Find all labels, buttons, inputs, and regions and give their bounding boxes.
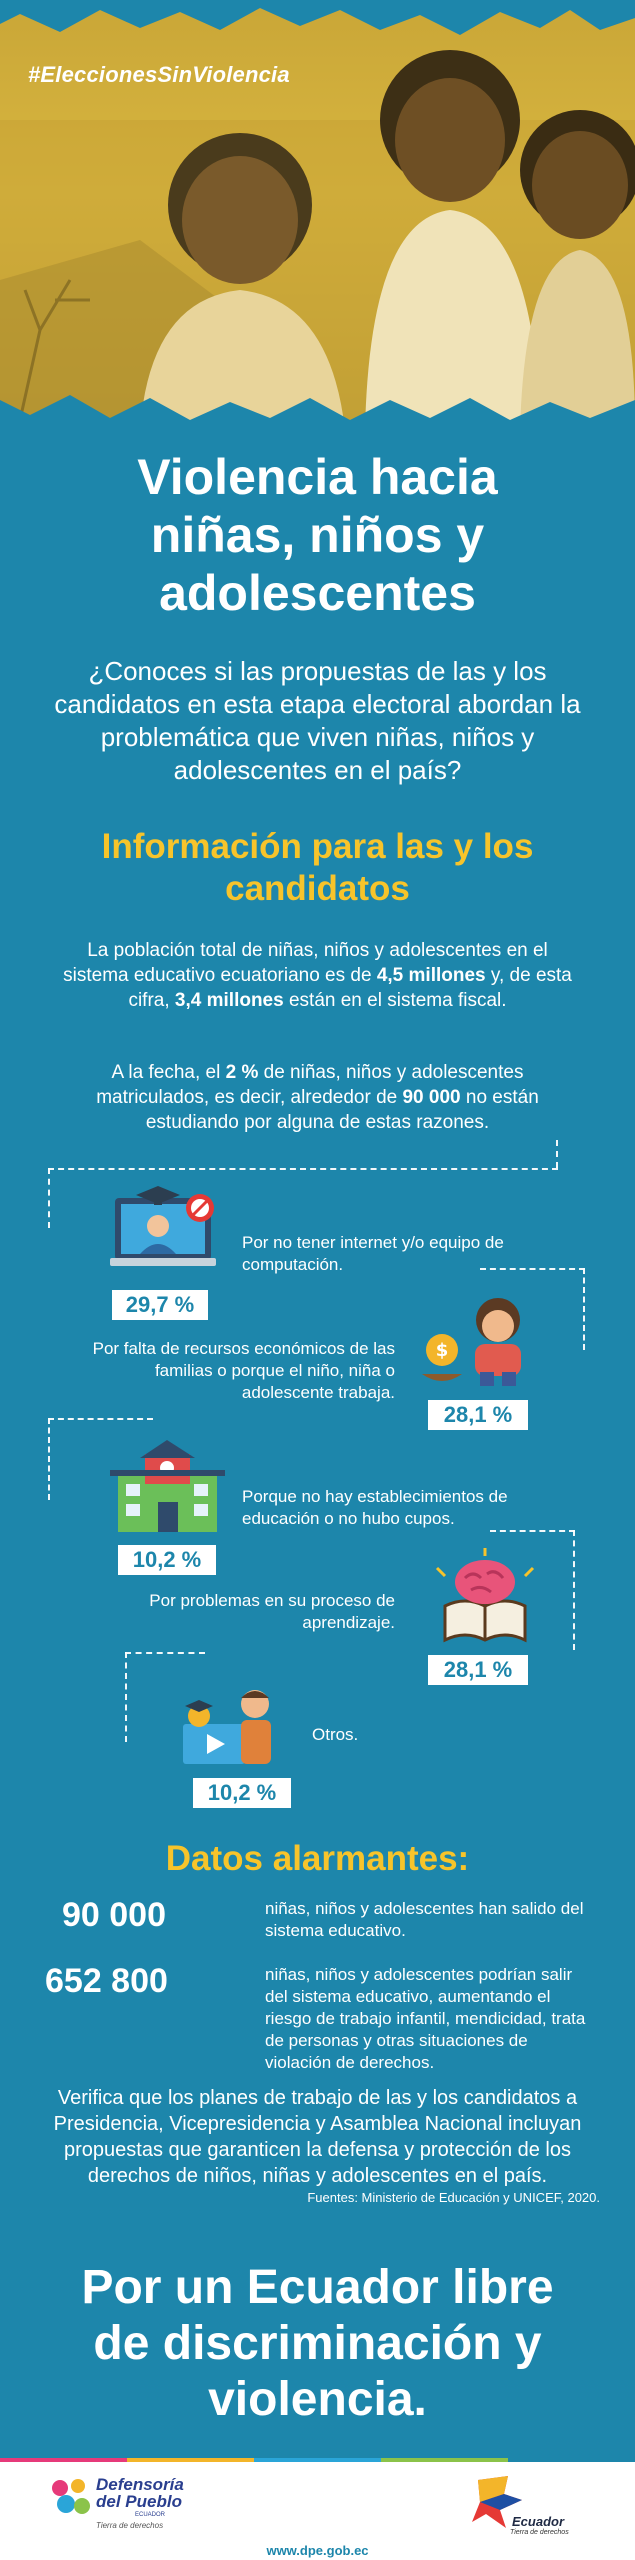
org-logo-name xyxy=(96,2476,184,2510)
website-url[interactable]: www.dpe.gob.ec xyxy=(266,2543,369,2558)
flow-connector xyxy=(125,1652,127,1742)
slogan xyxy=(10,2260,625,2428)
percent-badge: 10,2 % xyxy=(193,1778,291,1808)
brain-book-icon xyxy=(425,1548,545,1648)
percent-badge: 29,7 % xyxy=(112,1290,208,1320)
org-logo-sub: ECUADOR xyxy=(135,2512,166,2518)
stat-description: niñas, niños y adolescentes han salido del sistema educativo. xyxy=(265,1899,584,1940)
dropout-paragraph xyxy=(60,1060,575,1135)
para1-text-c: y, de esta cifra, xyxy=(128,965,572,1011)
para2-text-c: de niñas, niños y adolescentes matriculados, es decir, alrededor de xyxy=(96,1062,524,1108)
percent-badge: 28,1 % xyxy=(428,1400,528,1430)
alarm-section-title: Datos alarmantes: xyxy=(165,1839,470,1878)
title-line-1: Violencia hacia xyxy=(137,449,498,505)
flow-connector xyxy=(583,1268,585,1350)
info-section-title xyxy=(20,826,615,910)
defensoria-logo-mark xyxy=(48,2476,94,2522)
slogan-line-2: de discriminación y xyxy=(93,2317,542,2370)
org-logo-line-1: Defensoría xyxy=(96,2475,184,2494)
flow-connector xyxy=(48,1418,153,1420)
flow-connector xyxy=(490,1530,575,1532)
flow-connector xyxy=(48,1168,50,1228)
sources-note: Fuentes: Ministerio de Educación y UNICEF, 2020. xyxy=(307,2190,600,2205)
title-line-3: adolescentes xyxy=(159,565,476,621)
para2-text-e: no están estudiando por alguna de estas razones. xyxy=(145,1087,539,1133)
percent-badge: 28,1 % xyxy=(428,1655,528,1685)
para1-text-a: La población total de niñas, niños y adolescentes en el sistema educativo ecuatoriano es de xyxy=(63,940,548,986)
country-logo-tagline: Tierra de derechos xyxy=(510,2529,569,2536)
country-logo-name: Ecuador xyxy=(512,2514,565,2529)
org-logo-tagline: Tierra de derechos xyxy=(96,2521,164,2530)
hashtag: #EleccionesSinViolencia xyxy=(28,62,290,87)
hero-photo xyxy=(0,0,635,430)
reason-text: Por falta de recursos económicos de las familias o porque el niño, niña o adolescente trabaja. xyxy=(92,1339,395,1402)
para1-text-e: están en el sistema fiscal. xyxy=(288,990,507,1011)
school-building-icon xyxy=(110,1440,225,1536)
reason-text: Porque no hay establecimientos de educación o no hubo cupos. xyxy=(242,1487,508,1528)
para1-highlight-fiscal: 3,4 millones xyxy=(174,990,284,1011)
reason-text: Otros. xyxy=(312,1725,359,1744)
svg-text:$: $ xyxy=(435,1340,449,1361)
para2-text-a: A la fecha, el xyxy=(111,1062,221,1083)
stat-description: niñas, niños y adolescentes podrían salir del sistema educativo, aumentando el riesgo de trabajo infantil, mendicidad, trata de personas y otras situaciones de violación de derechos. xyxy=(265,1965,586,2072)
info-title-line-2: candidatos xyxy=(225,869,410,908)
slogan-line-1: Por un Ecuador libre xyxy=(81,2261,554,2314)
para1-highlight-total: 4,5 millones xyxy=(376,965,486,986)
population-paragraph xyxy=(55,938,580,1013)
child-labor-icon xyxy=(420,1290,540,1390)
reason-text: Por problemas en su proceso de aprendizaje. xyxy=(149,1591,395,1632)
flow-connector xyxy=(48,1418,50,1500)
teacher-video-icon xyxy=(175,1682,285,1774)
para2-highlight-percent: 2 % xyxy=(225,1062,259,1083)
intro-question: ¿Conoces si las propuestas de las y los candidatos en esta etapa electoral abordan la problemática que viven niñas, niños y adolescentes en el país? xyxy=(54,656,581,785)
flow-connector xyxy=(48,1168,558,1170)
info-title-line-1: Información para las y los xyxy=(101,827,534,866)
online-class-icon xyxy=(110,1180,220,1272)
page-title xyxy=(0,448,635,622)
percent-badge: 10,2 % xyxy=(118,1545,216,1575)
stat-number: 652 800 xyxy=(45,1962,168,2000)
flow-connector xyxy=(125,1652,205,1654)
slogan-line-3: violencia. xyxy=(208,2373,427,2426)
flow-connector xyxy=(573,1530,575,1650)
org-logo-line-2: del Pueblo xyxy=(96,2492,182,2511)
para2-highlight-count: 90 000 xyxy=(402,1087,461,1108)
title-line-2: niñas, niños y xyxy=(150,507,485,563)
reason-text: Por no tener internet y/o equipo de computación. xyxy=(242,1233,504,1274)
stat-number: 90 000 xyxy=(62,1896,166,1934)
flow-connector xyxy=(556,1140,558,1168)
closing-paragraph: Verifica que los planes de trabajo de las y los candidatos a Presidencia, Vicepresidencia y Asamblea Nacional incluyan propuestas que garanticen la defensa y protección de los derechos de niños, niñas y adolescentes en el país. xyxy=(53,2087,582,2187)
